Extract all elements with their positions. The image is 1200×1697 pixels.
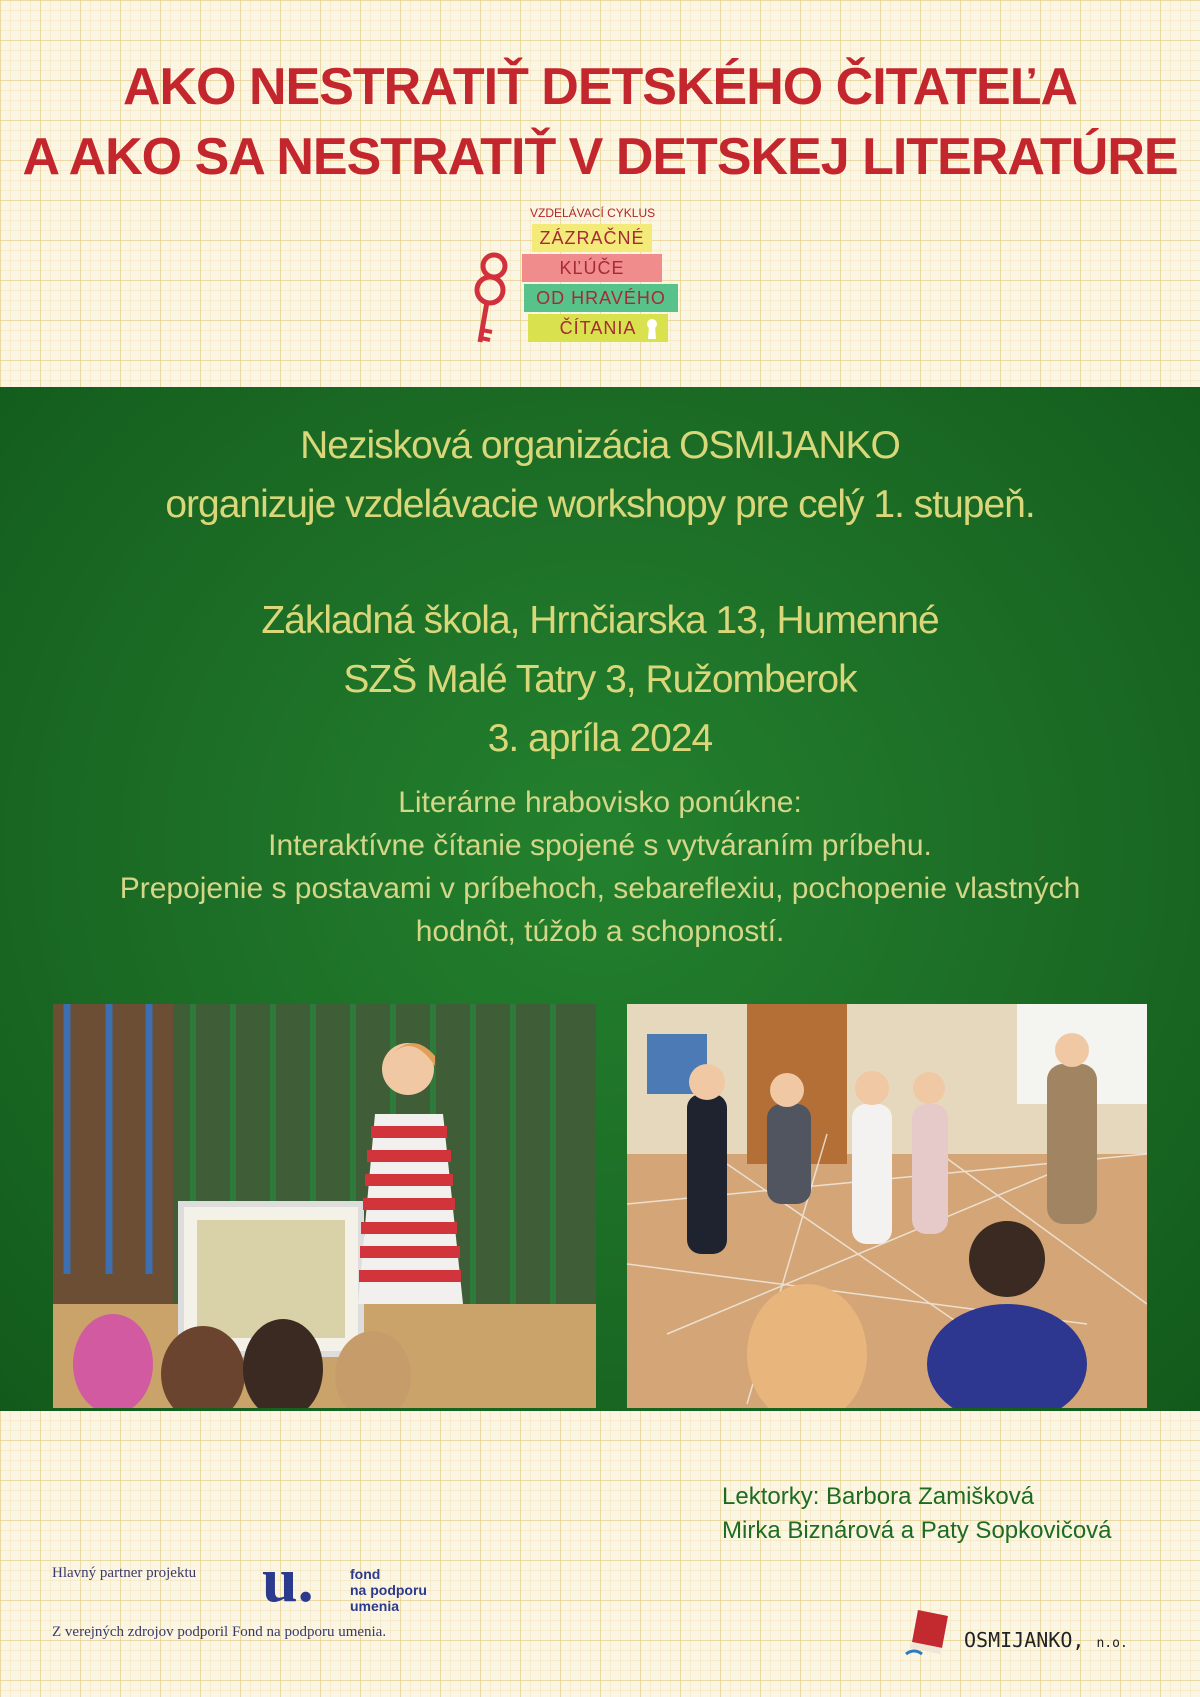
workshop-photo-reading	[53, 1004, 596, 1408]
organization-description: organizuje vzdelávacie workshopy pre celý 1. stupeň.	[165, 483, 1035, 526]
lecturers-line-2: Mirka Biznárová a Paty Sopkovičová	[722, 1517, 1112, 1544]
literary-offer-heading: Literárne hrabovisko ponúkne:	[398, 786, 802, 819]
osmijanko-suffix: n.o.	[1096, 1636, 1128, 1651]
poster-title-line-1: AKO NESTRATIŤ DETSKÉHO ČITATEĽA	[122, 58, 1078, 116]
lecturers-line-1: Lektorky: Barbora Zamišková	[722, 1483, 1035, 1510]
venue-humenne: Základná škola, Hrnčiarska 13, Humenné	[261, 599, 939, 642]
literary-offer-line-1: Interaktívne čítanie spojené s vytváraním príbehu.	[268, 829, 932, 862]
logo-bar-3: OD HRAVÉHO	[524, 284, 678, 312]
public-funding-note: Z verejných zdrojov podporil Fond na podporu umenia.	[52, 1624, 387, 1640]
fpu-name-line-2: na podporu	[350, 1582, 427, 1598]
venue-ruzomberok: SZŠ Malé Tatry 3, Ružomberok	[343, 658, 857, 701]
osmijanko-name: OSMIJANKO,	[964, 1628, 1085, 1652]
cycle-logo	[470, 200, 700, 360]
workshop-photo-yarn-game	[627, 1004, 1147, 1408]
fpu-name-line-1: fond	[350, 1566, 381, 1582]
osmijanko-logo	[900, 1604, 1150, 1664]
logo-bar-2: KĽÚČE	[522, 254, 662, 282]
event-date: 3. apríla 2024	[487, 717, 713, 760]
cycle-logo-caption: VZDELÁVACÍ CYKLUS	[530, 206, 656, 220]
keyhole-icon	[644, 318, 660, 340]
literary-offer-line-3: hodnôt, túžob a schopností.	[415, 915, 785, 948]
fpu-logo-text	[350, 1566, 427, 1614]
poster-title-line-2: A AKO SA NESTRATIŤ V DETSKEJ LITERATÚRE	[22, 128, 1178, 186]
logo-bar-1: ZÁZRAČNÉ	[532, 224, 652, 252]
literary-offer-line-2: Prepojenie s postavami v príbehoch, sebareflexiu, pochopenie vlastných	[119, 872, 1081, 905]
organization-name: Nezisková organizácia OSMIJANKO	[300, 424, 900, 467]
fpu-name-line-3: umenia	[350, 1598, 400, 1614]
main-partner-label: Hlavný partner projektu	[52, 1565, 197, 1581]
book-icon	[904, 1604, 960, 1660]
logo-bar-4: ČÍTANIA	[528, 314, 668, 342]
key-icon	[470, 252, 516, 352]
fpu-logo-mark: u.	[262, 1544, 314, 1615]
